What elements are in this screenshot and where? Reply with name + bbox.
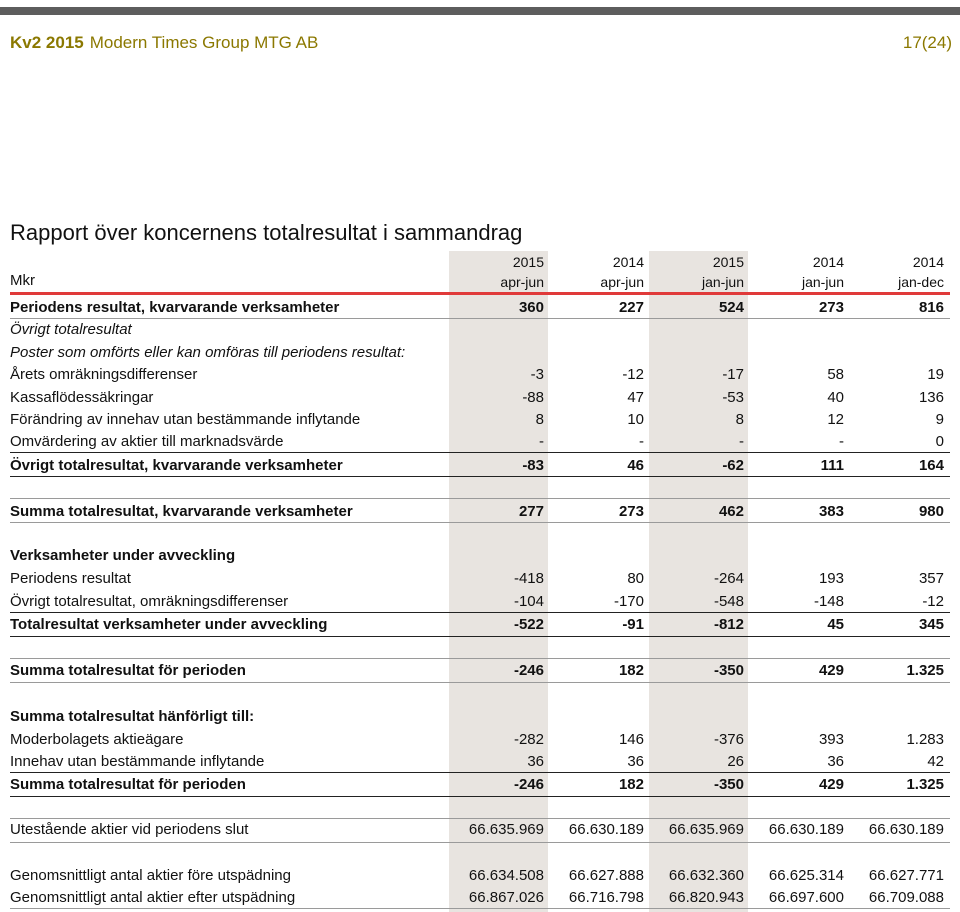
cell-value: 8 — [735, 411, 744, 428]
cell-value: 12 — [827, 411, 844, 428]
cell-value: -282 — [513, 731, 544, 748]
table-row — [0, 750, 960, 772]
cell-value: 393 — [818, 731, 844, 748]
cell-value: -104 — [513, 593, 544, 610]
row-divider — [10, 796, 950, 797]
cell-value: 360 — [518, 299, 544, 316]
cell-value: -246 — [513, 776, 544, 793]
cell-value: 66.709.088 — [868, 889, 944, 906]
column-year-4: 2014 — [812, 254, 844, 270]
cell-value: -350 — [713, 776, 744, 793]
cell-value: 66.625.314 — [768, 867, 844, 884]
cell-value: -548 — [713, 593, 744, 610]
cell-value: - — [639, 433, 644, 450]
row-label: Innehav utan bestämmande inflytande — [10, 753, 265, 770]
cell-value: 42 — [927, 753, 944, 770]
cell-value: -12 — [922, 593, 944, 610]
table-row — [0, 318, 960, 340]
cell-value: 36 — [527, 753, 544, 770]
column-period-3: jan-jun — [701, 274, 744, 290]
cell-value: 1.283 — [906, 731, 944, 748]
column-period-2: apr-jun — [600, 274, 644, 290]
cell-value: -3 — [530, 366, 544, 383]
cell-value: - — [539, 433, 544, 450]
cell-value: 146 — [618, 731, 644, 748]
table-row — [0, 567, 960, 589]
row-label: Summa totalresultat hänförligt till: — [10, 708, 255, 725]
cell-value: - — [839, 433, 844, 450]
row-label: Övrigt totalresultat, omräkningsdifferenser — [10, 593, 289, 610]
row-divider — [10, 476, 950, 477]
row-label: Summa totalresultat, kvarvarande verksamheter — [10, 503, 353, 520]
row-label: Verksamheter under avveckling — [10, 547, 236, 564]
row-label: Poster som omförts eller kan omföras till periodens resultat: — [10, 344, 406, 361]
table-row — [0, 341, 960, 363]
cell-value: -522 — [513, 616, 544, 633]
cell-value: 0 — [935, 433, 944, 450]
cell-value: -91 — [622, 616, 644, 633]
cell-value: 46 — [627, 457, 644, 474]
cell-value: 462 — [718, 503, 744, 520]
cell-value: 66.635.969 — [668, 821, 744, 838]
cell-value: 182 — [618, 662, 644, 679]
column-period-4: jan-jun — [801, 274, 844, 290]
cell-value: 66.632.360 — [668, 867, 744, 884]
table-row — [0, 864, 960, 886]
row-label: Periodens resultat — [10, 570, 131, 587]
table-row — [0, 590, 960, 612]
cell-value: 1.325 — [906, 662, 944, 679]
cell-value: 40 — [827, 389, 844, 406]
row-label: Årets omräkningsdifferenser — [10, 366, 198, 383]
cell-value: 111 — [820, 457, 844, 474]
cell-value: 980 — [918, 503, 944, 520]
cell-value: 227 — [618, 299, 644, 316]
row-divider — [10, 612, 950, 613]
cell-value: 36 — [827, 753, 844, 770]
cell-value: 47 — [627, 389, 644, 406]
cell-value: -418 — [513, 570, 544, 587]
column-year-1: 2015 — [512, 254, 544, 270]
row-divider — [10, 772, 950, 773]
cell-value: 182 — [618, 776, 644, 793]
cell-value: 36 — [627, 753, 644, 770]
row-divider — [10, 522, 950, 523]
cell-value: 66.630.189 — [568, 821, 644, 838]
top-bar — [0, 7, 960, 15]
cell-value: 66.820.943 — [668, 889, 744, 906]
row-label: Moderbolagets aktieägare — [10, 731, 184, 748]
cell-value: 10 — [627, 411, 644, 428]
cell-value: 66.634.508 — [468, 867, 544, 884]
row-label: Genomsnittligt antal aktier efter utspädning — [10, 889, 296, 906]
cell-value: -83 — [522, 457, 544, 474]
cell-value: - — [739, 433, 744, 450]
cell-value: 66.627.771 — [868, 867, 944, 884]
cell-value: 66.867.026 — [468, 889, 544, 906]
header-red-rule — [10, 292, 950, 295]
row-divider — [10, 818, 950, 819]
quarter-label: Kv2 2015 — [10, 33, 84, 52]
cell-value: -170 — [613, 593, 644, 610]
row-divider — [10, 636, 950, 637]
cell-value: 80 — [627, 570, 644, 587]
cell-value: 8 — [535, 411, 544, 428]
row-label: Summa totalresultat för perioden — [10, 776, 246, 793]
row-divider — [10, 318, 950, 319]
cell-value: 9 — [935, 411, 944, 428]
table-row — [0, 659, 960, 681]
cell-value: 164 — [918, 457, 944, 474]
column-period-5: jan-dec — [898, 274, 944, 290]
cell-value: 429 — [818, 776, 844, 793]
cell-value: 357 — [918, 570, 944, 587]
page-number: 17(24) — [902, 33, 952, 52]
table-row — [0, 386, 960, 408]
row-label: Periodens resultat, kvarvarande verksamheter — [10, 299, 340, 316]
table-row — [0, 430, 960, 452]
row-divider — [10, 658, 950, 659]
table-row — [0, 728, 960, 750]
row-divider — [10, 842, 950, 843]
cell-value: 66.630.189 — [868, 821, 944, 838]
row-divider — [10, 498, 950, 499]
row-divider — [10, 682, 950, 683]
cell-value: -264 — [713, 570, 744, 587]
cell-value: 66.697.600 — [768, 889, 844, 906]
company-name: Modern Times Group MTG AB — [89, 33, 319, 52]
table-row — [0, 500, 960, 522]
table-row — [0, 363, 960, 385]
table-row — [0, 296, 960, 318]
table-row — [0, 544, 960, 566]
cell-value: 26 — [727, 753, 744, 770]
cell-value: -88 — [522, 389, 544, 406]
column-year-5: 2014 — [912, 254, 944, 270]
column-year-3: 2015 — [712, 254, 744, 270]
column-year-2: 2014 — [612, 254, 644, 270]
row-label: Totalresultat verksamheter under avveckling — [10, 616, 328, 633]
table-row — [0, 454, 960, 476]
cell-value: -246 — [513, 662, 544, 679]
cell-value: 524 — [718, 299, 744, 316]
row-label: Genomsnittligt antal aktier före utspädning — [10, 867, 291, 884]
report-header — [10, 33, 318, 53]
table-row — [0, 705, 960, 727]
row-label: Kassaflödessäkringar — [10, 389, 154, 406]
cell-value: 58 — [827, 366, 844, 383]
cell-value: -17 — [722, 366, 744, 383]
cell-value: 1.325 — [906, 776, 944, 793]
table-row — [0, 408, 960, 430]
cell-value: -376 — [713, 731, 744, 748]
table-row — [0, 773, 960, 795]
cell-value: 273 — [818, 299, 844, 316]
row-label: Omvärdering av aktier till marknadsvärde — [10, 433, 284, 450]
row-label: Övrigt totalresultat — [10, 321, 132, 338]
row-divider — [10, 452, 950, 453]
cell-value: -62 — [722, 457, 744, 474]
cell-value: 66.627.888 — [568, 867, 644, 884]
row-divider — [10, 908, 950, 909]
cell-value: 193 — [818, 570, 844, 587]
cell-value: 66.635.969 — [468, 821, 544, 838]
cell-value: -812 — [713, 616, 744, 633]
cell-value: 429 — [818, 662, 844, 679]
cell-value: 383 — [818, 503, 844, 520]
cell-value: 66.716.798 — [568, 889, 644, 906]
row-label: Förändring av innehav utan bestämmande inflytande — [10, 411, 361, 428]
unit-label: Mkr — [10, 272, 35, 289]
table-row — [0, 886, 960, 908]
cell-value: 66.630.189 — [768, 821, 844, 838]
page-title: Rapport över koncernens totalresultat i sammandrag — [10, 220, 523, 245]
cell-value: 273 — [618, 503, 644, 520]
cell-value: 277 — [518, 503, 544, 520]
row-label: Övrigt totalresultat, kvarvarande verksamheter — [10, 457, 343, 474]
row-label: Utestående aktier vid periodens slut — [10, 821, 249, 838]
cell-value: 345 — [918, 616, 944, 633]
cell-value: 19 — [927, 366, 944, 383]
cell-value: -12 — [622, 366, 644, 383]
column-period-1: apr-jun — [500, 274, 544, 290]
cell-value: -53 — [722, 389, 744, 406]
row-label: Summa totalresultat för perioden — [10, 662, 246, 679]
cell-value: -350 — [713, 662, 744, 679]
cell-value: 816 — [918, 299, 944, 316]
table-row — [0, 818, 960, 840]
cell-value: -148 — [813, 593, 844, 610]
cell-value: 136 — [918, 389, 944, 406]
table-row — [0, 613, 960, 635]
cell-value: 45 — [827, 616, 844, 633]
